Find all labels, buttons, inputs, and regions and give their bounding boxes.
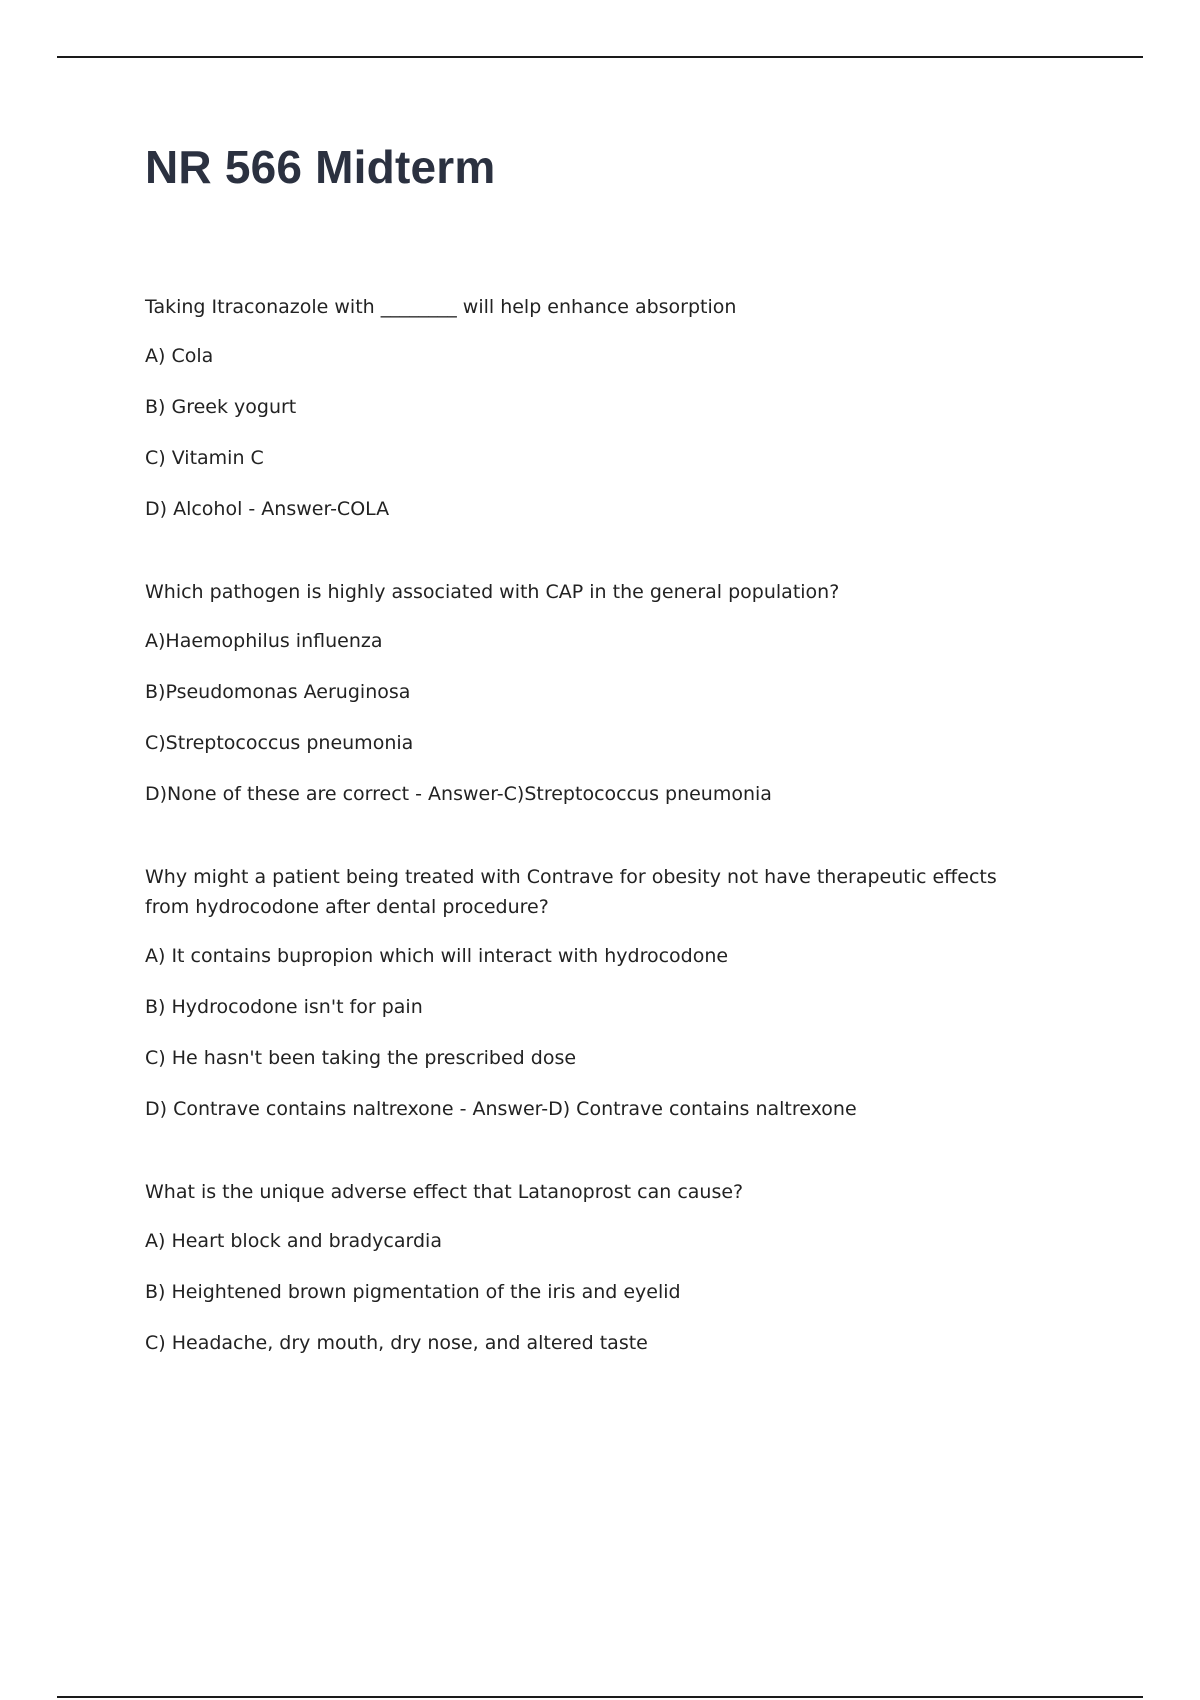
answer-option: C) He hasn't been taking the prescribed dose: [145, 1047, 577, 1070]
answer-option: C)Streptococcus pneumonia: [145, 732, 414, 755]
question-text: What is the unique adverse effect that Latanoprost can cause?: [145, 1181, 744, 1204]
answer-option: A) It contains bupropion which will interact with hydrocodone: [145, 945, 729, 968]
answer-option: A) Heart block and bradycardia: [145, 1230, 442, 1253]
question-list: [145, 292, 1045, 1359]
answer-option: C) Vitamin C: [145, 447, 264, 470]
question-2: [145, 577, 1045, 810]
question-3: [145, 862, 1045, 1125]
answer-option: D)None of these are correct - Answer-C)Streptococcus pneumonia: [145, 783, 772, 806]
answer-option: D) Contrave contains naltrexone - Answer-D) Contrave contains naltrexone: [145, 1098, 857, 1121]
answer-option: C) Headache, dry mouth, dry nose, and altered taste: [145, 1332, 648, 1355]
answer-option: B) Greek yogurt: [145, 396, 297, 419]
answer-option: D) Alcohol - Answer-COLA: [145, 498, 390, 521]
question-text: Which pathogen is highly associated with CAP in the general population?: [145, 581, 840, 604]
document-body: [145, 140, 1045, 1411]
answer-option: B)Pseudomonas Aeruginosa: [145, 681, 411, 704]
document-title: NR 566 Midterm: [145, 141, 496, 193]
question-text: Taking Itraconazole with ________ will help enhance absorption: [145, 296, 737, 319]
question-text: Why might a patient being treated with Contrave for obesity not have therapeutic effects from hydrocodone after dental procedure?: [145, 866, 997, 919]
question-1: [145, 292, 1045, 525]
top-divider: [57, 56, 1143, 58]
answer-option: A)Haemophilus influenza: [145, 630, 383, 653]
question-4: [145, 1177, 1045, 1359]
answer-option: B) Hydrocodone isn't for pain: [145, 996, 423, 1019]
bottom-divider: [57, 1696, 1143, 1698]
answer-option: B) Heightened brown pigmentation of the iris and eyelid: [145, 1281, 681, 1304]
answer-option: A) Cola: [145, 345, 214, 368]
